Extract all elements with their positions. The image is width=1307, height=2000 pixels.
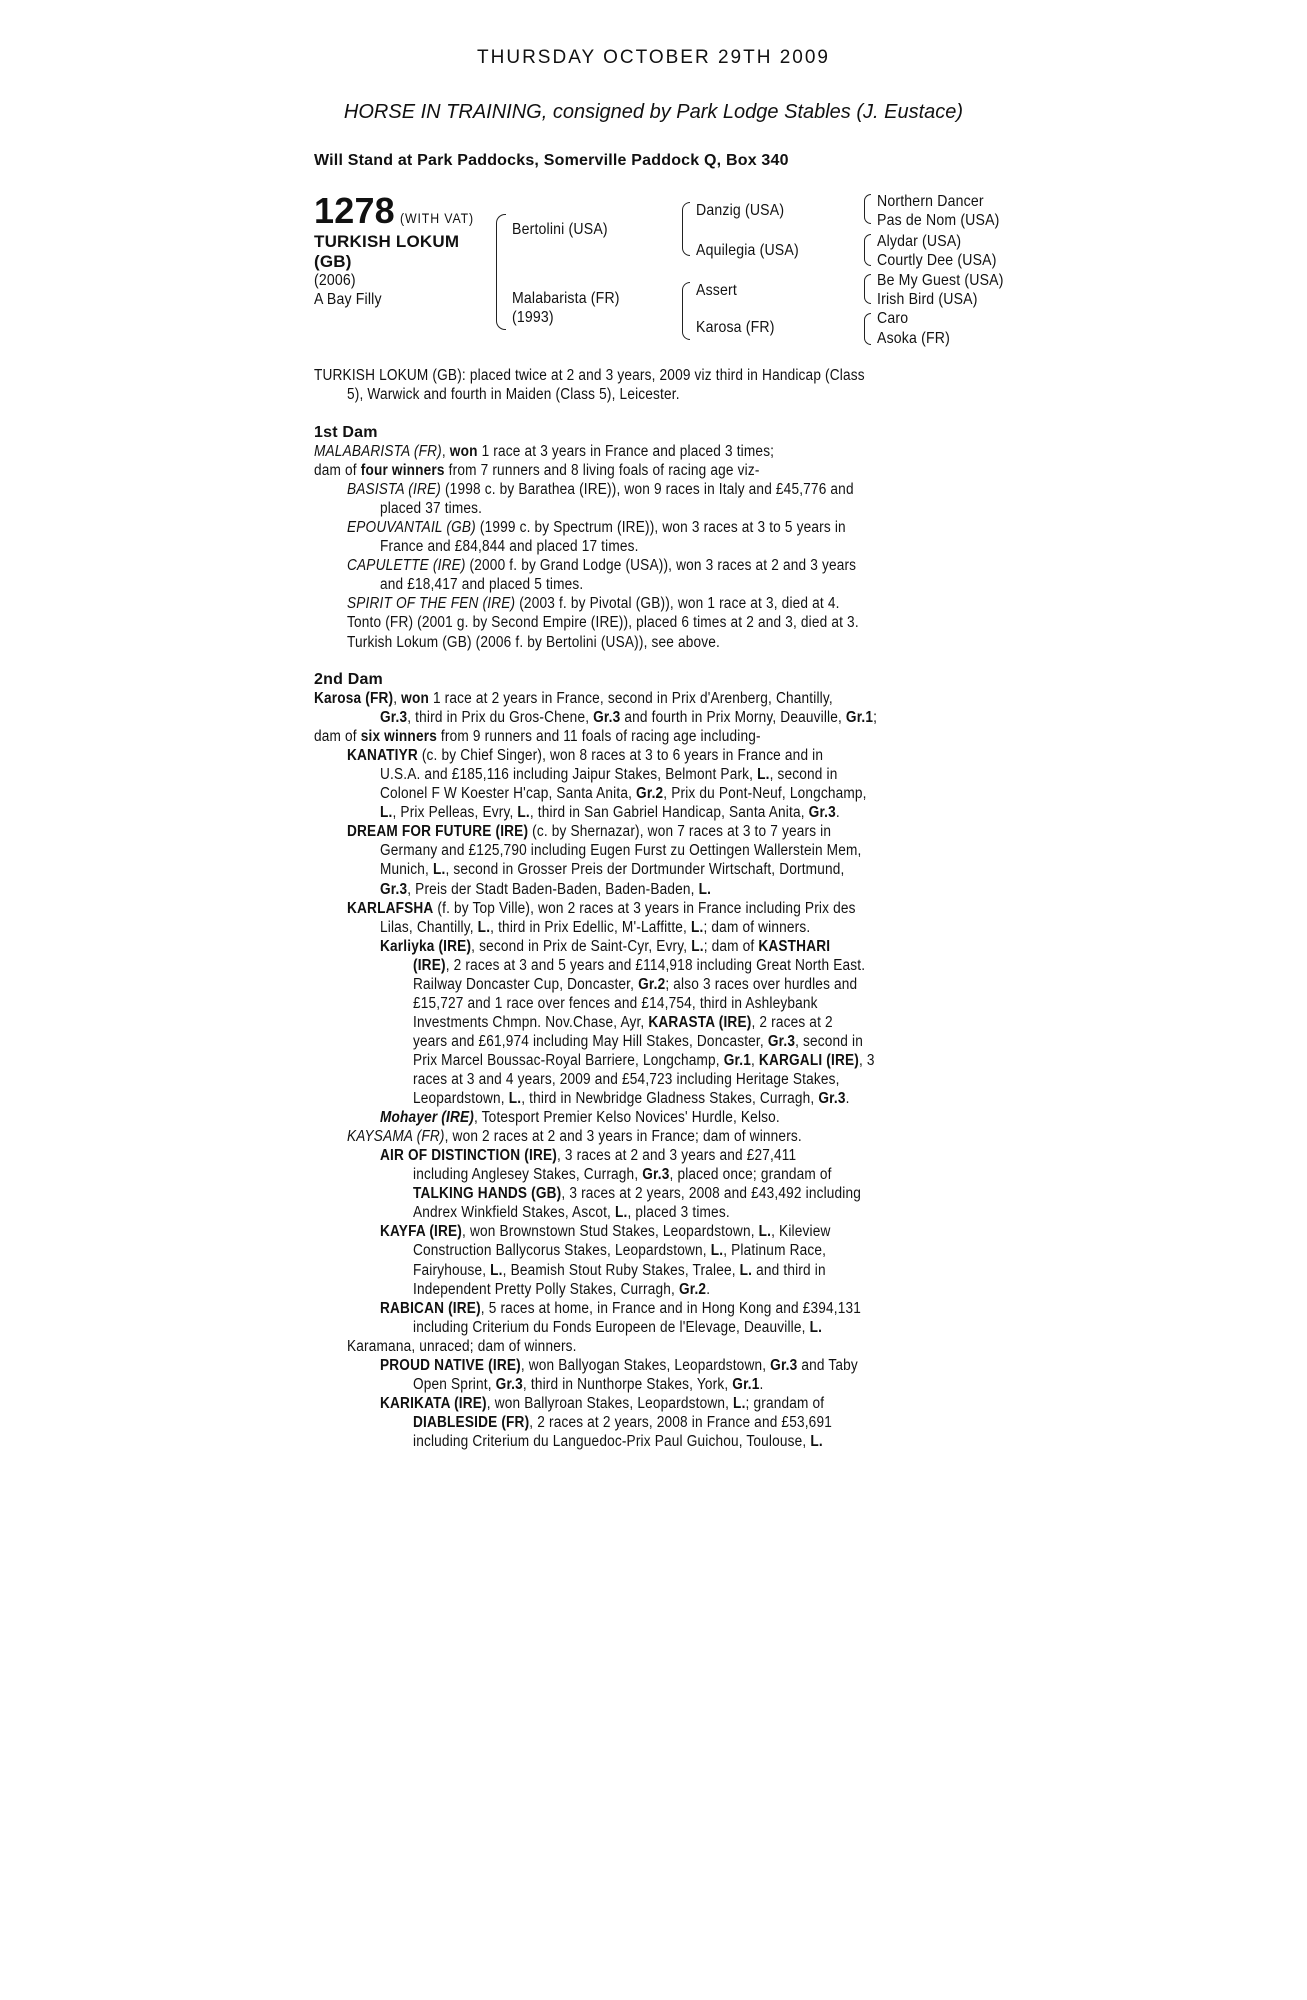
first-dam-line: and £18,417 and placed 5 times. (380, 576, 584, 594)
pedigree-gen3-7: Caro (877, 310, 909, 327)
second-dam-line: KANATIYR (c. by Chief Singer), won 8 races at 3 to 6 years in France and in (347, 747, 824, 765)
first-dam-line: placed 37 times. (380, 500, 483, 518)
first-dam-line: SPIRIT OF THE FEN (IRE) (2003 f. by Pivotal (GB)), won 1 race at 3, died at 4. (347, 595, 840, 613)
pedigree-gen3-6: Irish Bird (USA) (877, 291, 978, 308)
second-dam-line: DIABLESIDE (FR), 2 races at 2 years, 2008 in France and £53,691 (413, 1413, 832, 1431)
second-dam-line: including Anglesey Stakes, Curragh, Gr.3, placed once; grandam of (413, 1166, 832, 1184)
second-dam-line: Mohayer (IRE), Totesport Premier Kelso Novices' Hurdle, Kelso. (380, 1109, 780, 1127)
pedigree-sire: Bertolini (USA) (512, 221, 608, 238)
second-dam-line: £15,727 and 1 race over fences and £14,754, third in Ashleybank (413, 994, 818, 1012)
sale-date: THURSDAY OCTOBER 29TH 2009 (477, 47, 830, 68)
pedigree-sire-dam: Aquilegia (USA) (696, 242, 799, 259)
stand-location: Will Stand at Park Paddocks, Somerville Paddock Q, Box 340 (314, 152, 789, 169)
pedigree-brace-4 (864, 313, 871, 345)
first-dam-line: MALABARISTA (FR), won 1 race at 3 years in France and placed 3 times; (314, 443, 775, 460)
second-dam-line: Colonel F W Koester H'cap, Santa Anita, Gr.2, Prix du Pont-Neuf, Longchamp, (380, 785, 867, 803)
first-dam-line: EPOUVANTAIL (GB) (1999 c. by Spectrum (IRE)), won 3 races at 3 to 5 years in (347, 519, 846, 537)
second-dam-line: KARIKATA (IRE), won Ballyroan Stakes, Leopardstown, L.; grandam of (380, 1394, 825, 1412)
second-dam-line: Investments Chmpn. Nov.Chase, Ayr, KARASTA (IRE), 2 races at 2 (413, 1013, 833, 1031)
horse-name: TURKISH LOKUM (314, 232, 460, 251)
second-dam-line: races at 3 and 4 years, 2009 and £54,723 including Heritage Stakes, (413, 1071, 840, 1088)
second-dam-line: Prix Marcel Boussac-Royal Barriere, Longchamp, Gr.1, KARGALI (IRE), 3 (413, 1051, 875, 1069)
second-dam-heading: 2nd Dam (314, 671, 383, 688)
pedigree-dam-brace (682, 282, 690, 340)
pedigree-gen3-2: Pas de Nom (USA) (877, 212, 1000, 229)
second-dam-line: KARLAFSHA (f. by Top Ville), won 2 races at 3 years in France including Prix des (347, 899, 856, 917)
pedigree-brace-1 (864, 194, 871, 224)
horse-country: (GB) (314, 252, 352, 271)
first-dam-heading: 1st Dam (314, 424, 378, 441)
second-dam-line: Railway Doncaster Cup, Doncaster, Gr.2; also 3 races over hurdles and (413, 975, 858, 993)
second-dam-line: RABICAN (IRE), 5 races at home, in France and in Hong Kong and £394,131 (380, 1299, 862, 1317)
pedigree-main-brace (496, 214, 506, 330)
second-dam-line: years and £61,974 including May Hill Stakes, Doncaster, Gr.3, second in (413, 1032, 863, 1050)
second-dam-line: (IRE), 2 races at 3 and 5 years and £114,918 including Great North East. (413, 956, 866, 974)
vat-label: (WITH VAT) (400, 210, 475, 226)
first-dam-line: CAPULETTE (IRE) (2000 f. by Grand Lodge (USA)), won 3 races at 2 and 3 years (347, 557, 857, 575)
second-dam-line: KAYFA (IRE), won Brownstown Stud Stakes, Leopardstown, L., Kileview (380, 1223, 831, 1241)
pedigree-gen3-8: Asoka (FR) (877, 330, 950, 347)
first-dam-line: BASISTA (IRE) (1998 c. by Barathea (IRE)), won 9 races in Italy and £45,776 and (347, 481, 854, 499)
first-dam-line: Tonto (FR) (2001 g. by Second Empire (IRE)), placed 6 times at 2 and 3, died at 3. (347, 614, 859, 632)
pedigree-dam-dam: Karosa (FR) (696, 319, 775, 336)
second-dam-line: Lilas, Chantilly, L., third in Prix Edellic, M'-Laffitte, L.; dam of winners. (380, 918, 811, 936)
pedigree-sire-sire: Danzig (USA) (696, 202, 785, 219)
second-dam-line: Fairyhouse, L., Beamish Stout Ruby Stakes, Tralee, L. and third in (413, 1261, 826, 1279)
pedigree-brace-2 (864, 234, 871, 266)
second-dam-line: AIR OF DISTINCTION (IRE), 3 races at 2 and 3 years and £27,411 (380, 1147, 797, 1165)
second-dam-line: Leopardstown, L., third in Newbridge Gladness Stakes, Curragh, Gr.3. (413, 1090, 850, 1108)
second-dam-line: Construction Ballycorus Stakes, Leopardstown, L., Platinum Race, (413, 1242, 827, 1260)
pedigree-brace-3 (864, 274, 871, 304)
lot-number: 1278 (314, 190, 395, 231)
second-dam-line: PROUD NATIVE (IRE), won Ballyogan Stakes, Leopardstown, Gr.3 and Taby (380, 1356, 858, 1374)
race-summary-line-2: 5), Warwick and fourth in Maiden (Class 5), Leicester. (347, 386, 680, 403)
first-dam-line: dam of four winners from 7 runners and 8 living foals of racing age viz- (314, 462, 760, 480)
second-dam-line: Andrex Winkfield Stakes, Ascot, L., placed 3 times. (413, 1204, 730, 1222)
second-dam-line: Karamana, unraced; dam of winners. (347, 1337, 577, 1355)
pedigree-gen3-3: Alydar (USA) (877, 233, 962, 250)
second-dam-line: dam of six winners from 9 runners and 11 foals of racing age including- (314, 728, 761, 746)
pedigree-sire-brace (682, 202, 690, 256)
race-summary-line-1: TURKISH LOKUM (GB): placed twice at 2 and 3 years, 2009 viz third in Handicap (Class (314, 367, 865, 384)
first-dam-line: Turkish Lokum (GB) (2006 f. by Bertolini (USA)), see above. (347, 633, 720, 651)
second-dam-line: U.S.A. and £185,116 including Jaipur Stakes, Belmont Park, L., second in (380, 766, 838, 784)
second-dam-line: L., Prix Pelleas, Evry, L., third in San Gabriel Handicap, Santa Anita, Gr.3. (380, 804, 840, 822)
second-dam-line: including Criterium du Fonds Europeen de l'Elevage, Deauville, L. (413, 1318, 823, 1336)
pedigree-dam-sire: Assert (696, 282, 737, 299)
pedigree-dam-year: (1993) (512, 309, 554, 326)
second-dam-line: DREAM FOR FUTURE (IRE) (c. by Shernazar), won 7 races at 3 to 7 years in (347, 823, 832, 841)
horse-description: A Bay Filly (314, 291, 382, 308)
second-dam-line: TALKING HANDS (GB), 3 races at 2 years, 2008 and £43,492 including (413, 1185, 862, 1203)
second-dam-line: Open Sprint, Gr.3, third in Nunthorpe Stakes, York, Gr.1. (413, 1375, 764, 1393)
second-dam-line: Karliyka (IRE), second in Prix de Saint-Cyr, Evry, L.; dam of KASTHARI (380, 937, 831, 955)
pedigree-gen3-4: Courtly Dee (USA) (877, 252, 997, 269)
second-dam-line: Munich, L., second in Grosser Preis der Dortmunder Wirtschaft, Dortmund, (380, 861, 845, 879)
second-dam-line: KAYSAMA (FR), won 2 races at 2 and 3 years in France; dam of winners. (347, 1128, 802, 1146)
second-dam-line: Gr.3, Preis der Stadt Baden-Baden, Baden-Baden, L. (380, 880, 712, 898)
pedigree-dam: Malabarista (FR) (512, 290, 620, 307)
consignment-line: HORSE IN TRAINING, consigned by Park Lodge Stables (J. Eustace) (343, 101, 964, 123)
horse-year: (2006) (314, 272, 356, 289)
second-dam-line: Karosa (FR), won 1 race at 2 years in France, second in Prix d'Arenberg, Chantilly, (314, 690, 833, 707)
second-dam-line: Independent Pretty Polly Stakes, Curragh, Gr.2. (413, 1280, 711, 1298)
second-dam-line: including Criterium du Languedoc-Prix Paul Guichou, Toulouse, L. (413, 1432, 823, 1450)
first-dam-line: France and £84,844 and placed 17 times. (380, 538, 639, 556)
pedigree-gen3-1: Northern Dancer (877, 193, 984, 210)
second-dam-line: Germany and £125,790 including Eugen Furst zu Oettingen Wallerstein Mem, (380, 842, 862, 860)
pedigree-gen3-5: Be My Guest (USA) (877, 272, 1004, 289)
second-dam-line: Gr.3, third in Prix du Gros-Chene, Gr.3 and fourth in Prix Morny, Deauville, Gr.1; (380, 709, 878, 727)
